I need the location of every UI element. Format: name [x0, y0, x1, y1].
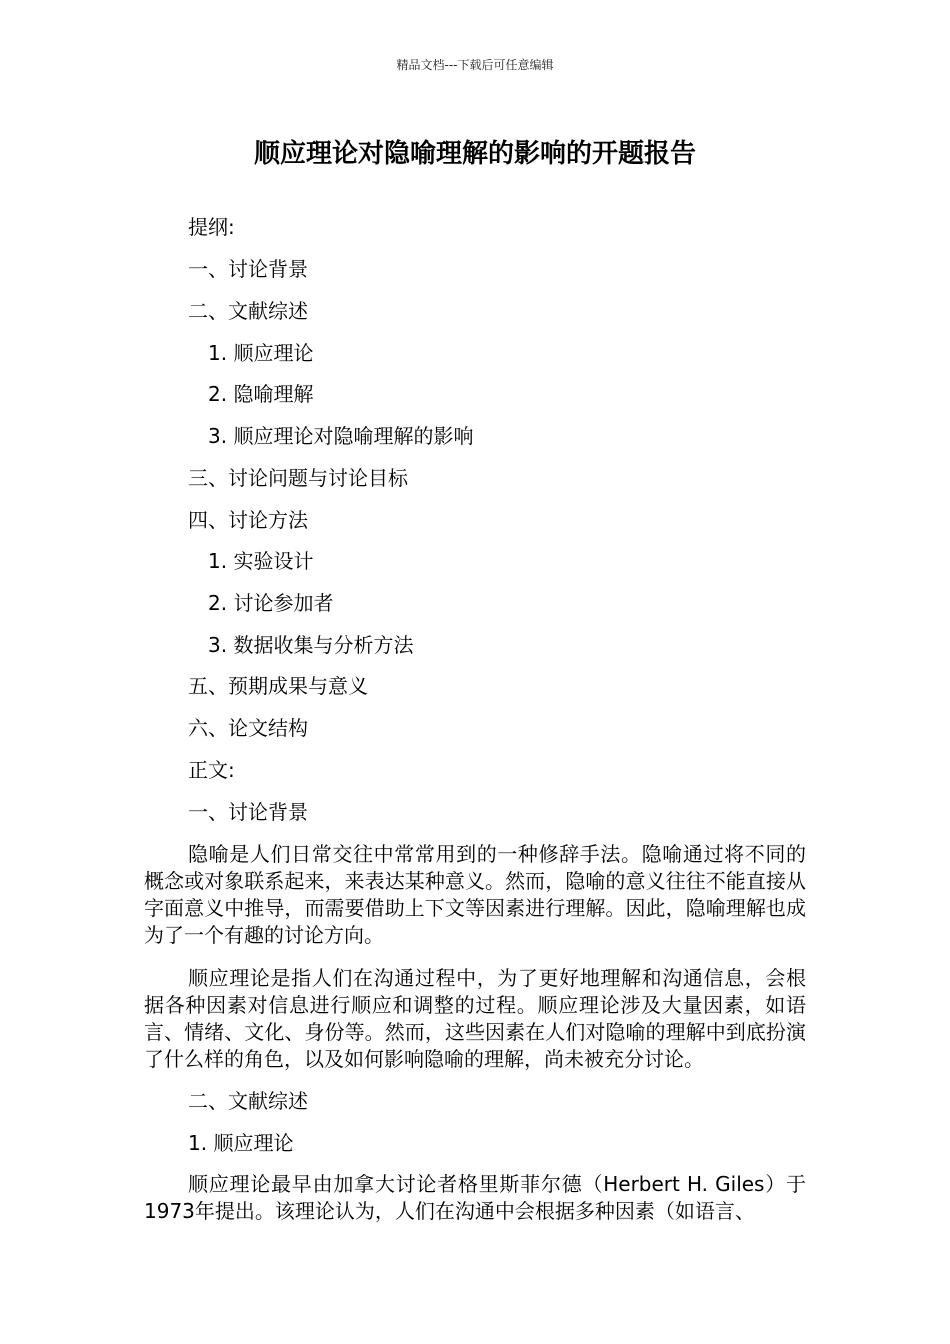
outline-item: 四、讨论方法 — [188, 508, 308, 532]
outline-item: 二、文献综述 — [188, 299, 308, 323]
document-title: 顺应理论对隐喻理解的影响的开题报告 — [253, 139, 696, 169]
outline-subitem: 2. 隐喻理解 — [208, 382, 314, 406]
outline-item: 六、论文结构 — [188, 716, 308, 740]
outline-subitem: 2. 讨论参加者 — [208, 591, 334, 615]
section-heading: 二、文献综述 — [188, 1089, 308, 1113]
outline-subitem: 3. 数据收集与分析方法 — [208, 633, 414, 657]
section-heading: 一、讨论背景 — [188, 800, 308, 824]
outline-subitem: 1. 顺应理论 — [208, 341, 314, 365]
body-paragraph: 顺应理论最早由加拿大讨论者格里斯菲尔德（Herbert H. Giles）于1973年提出。该理论认为，人们在沟通中会根据多种因素（如语言、 — [144, 1172, 806, 1223]
outline-heading: 提纲: — [188, 215, 235, 239]
outline-item: 五、预期成果与意义 — [188, 674, 368, 698]
outline-subitem: 1. 实验设计 — [208, 549, 314, 573]
body-paragraph: 顺应理论是指人们在沟通过程中，为了更好地理解和沟通信息，会根据各种因素对信息进行顺应和调整的过程。顺应理论涉及大量因素，如语言、情绪、文化、身份等。然而，这些因素在人们对隐喻的理解中到底扮演了什么样的角色，以及如何影响隐喻的理解，尚未被充分讨论。 — [144, 966, 806, 1071]
body-heading: 正文: — [188, 758, 235, 782]
outline-subitem: 3. 顺应理论对隐喻理解的影响 — [208, 424, 474, 448]
outline-item: 三、讨论问题与讨论目标 — [188, 466, 408, 490]
header-note: 精品文档---下载后可任意编辑 — [396, 58, 554, 72]
subsection-heading: 1. 顺应理论 — [188, 1131, 294, 1155]
outline-item: 一、讨论背景 — [188, 257, 308, 281]
body-paragraph: 隐喻是人们日常交往中常常用到的一种修辞手法。隐喻通过将不同的概念或对象联系起来，来表达某种意义。然而，隐喻的意义往往不能直接从字面意义中推导，而需要借助上下文等因素进行理解。因此，隐喻理解也成为了一个有趣的讨论方向。 — [144, 842, 806, 947]
